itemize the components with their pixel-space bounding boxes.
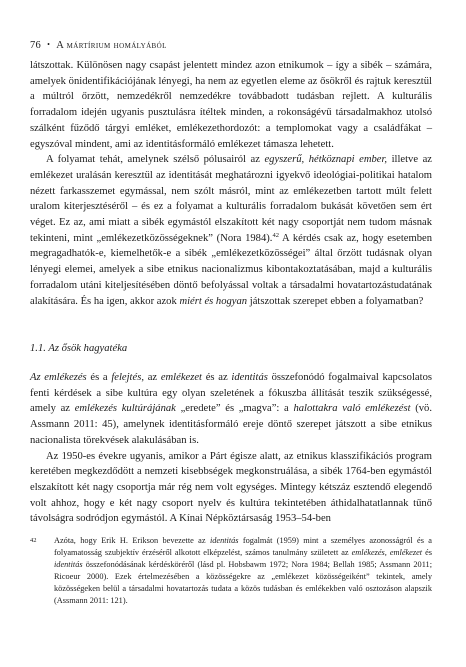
- footnote: [30, 535, 432, 607]
- emphasis: emlékezés, emlékezet: [351, 548, 423, 557]
- paragraph-continued: látszottak. Különösen nagy csapást jelentett mindez azon etnikumok – így a sibék – számára, amelyek önidentifikációjának lényegi, ha nem az egyetlen eleme az ősökről és rajtuk keresztül a múltról őrzött, nemzedékről nemzedékre továbbadott tudásban rejlett. A kulturális forradalom idején ugyanis pusztulásra ítéltek minden, a rokonságévű társadalmakhoz utolsó szálként fűződő tárgyi emléket, emlékezethordozót: a templomokat vagy a családfákat – egyszóval mindent, ami az identitásformáló emlékezet támasza lehetett.: [30, 60, 432, 150]
- paragraph-process: A folyamat tehát, amelynek szélső pólusairól az egyszerű, hétköznapi ember, illetve az emlékezet uralásán keresztül az identitását meghatározni igyekvő ideológiai-politikai hatalom nézett farkasszemet egymással, nem szólt másról, mint az emlékezetben tartott múlt felett uralom kiterjesztéséről – és ez a folyamat a kulturális forradalom bukását követően sem ért véget. Ez az, ami miatt a sibék egymástól elszakított két nagy csoportját nem tudom másnak tekinteni, mint „emlékezetközösségeknek” (Nora 1984).$^{42}$ A kérdés csak az, hogy esetemben megragadhatók-e, kiemelhetők-e a sibék „emlékezetközösségei” által őrzött tudásnak olyan lényegi elemei, amelyek a sibe etnikus nacionalizmus kibontakoztatásában, majd a kulturális forradalom utáni kiteljesítésében döntő befolyással voltak a társadalmi hovatartozástudatának alakítására. És ha igen, akkor azok miért és hogyan játszottak szerepet ebben a folyamatban?: [30, 154, 432, 307]
- paragraph-concepts: Az emlékezés és a felejtés, az emlékezet és az identitás összefonódó fogalmaival kapcsolatos fenti kérdések a sibe kultúra egy olyan szeletének a fókuszba állítását teszik szükségessé, amely az emlékezés kultúrájának „eredete” és „magva”: a halottakra való emlékezést (vö. Assmann 2011: 45), amelynek identitásformáló ereje döntő szerepet játszott a sibe etnikus nacionalista törekvések alakulásában is.: [30, 372, 432, 446]
- emphasis: identitás: [54, 560, 83, 569]
- emphasis: identitás: [231, 372, 268, 383]
- emphasis: felejtés: [111, 372, 142, 383]
- running-header: [30, 40, 167, 51]
- emphasis: egyszerű, hétköznapi ember,: [264, 154, 388, 166]
- emphasis: identitás: [209, 536, 239, 545]
- paragraph-1950s: Az 1950-es évekre ugyanis, amikor a Párt égisze alatt, az etnikus klasszifikációs program keretében megkezdődött a nemzeti kisebbségek megkonstruálása, a sibék 1764-ben egymástól elszakított két nagy csoportja már rég nem volt egységes. Mintegy kétszáz esztendő elegendő volt ahhoz, hogy e két nagy csoport nyelv és kultúra tekintetében áthidalhatatlannak tűnő távolságra sodródjon egymástól. A Kínai Népköztársaság 1953–54-ben: [30, 450, 432, 525]
- emphasis: emlékezés kultúrájának: [74, 403, 176, 415]
- main-text: [30, 58, 432, 309]
- emphasis: miért és hogyan: [179, 295, 248, 307]
- footnote-ref[interactable]: 42: [272, 231, 279, 239]
- emphasis: Az emlékezés: [30, 372, 87, 383]
- footnote-number: 42: [30, 537, 37, 544]
- page-number: 76: [30, 40, 42, 51]
- header-separator: •: [47, 40, 51, 49]
- section-heading: 1.1. Az ősök hagyatéka: [30, 343, 128, 354]
- footnote-text: Azóta, hogy Erik H. Erikson bevezette az identitás fogalmát (1959) mint a személyes azonosságról és a folyamatosság szubjektív érzéséről alkotott elképzelést, számos tanulmány született az emlékezés, emlékezet és identitás összefonódásának kérdésköréről (lásd pl. Hobsbawm 1972; Nora 1984; Bellah 1985; Assmann 2011; Ricoeur 2000). Ezek értelmezésében a közösségekre az „emlékezet közösségeiként” tekintek, amely közösségeken belül a társadalmi hovatartozás tudata a közös tudásban és emlékekben való osztozáson alapszik (Assmann 2011: 121).: [54, 536, 432, 605]
- running-title: A mártírium homályából: [56, 40, 167, 51]
- section-text: [30, 370, 432, 527]
- emphasis: emlékezet: [160, 372, 202, 383]
- emphasis: halottakra való emlékezést: [293, 403, 411, 415]
